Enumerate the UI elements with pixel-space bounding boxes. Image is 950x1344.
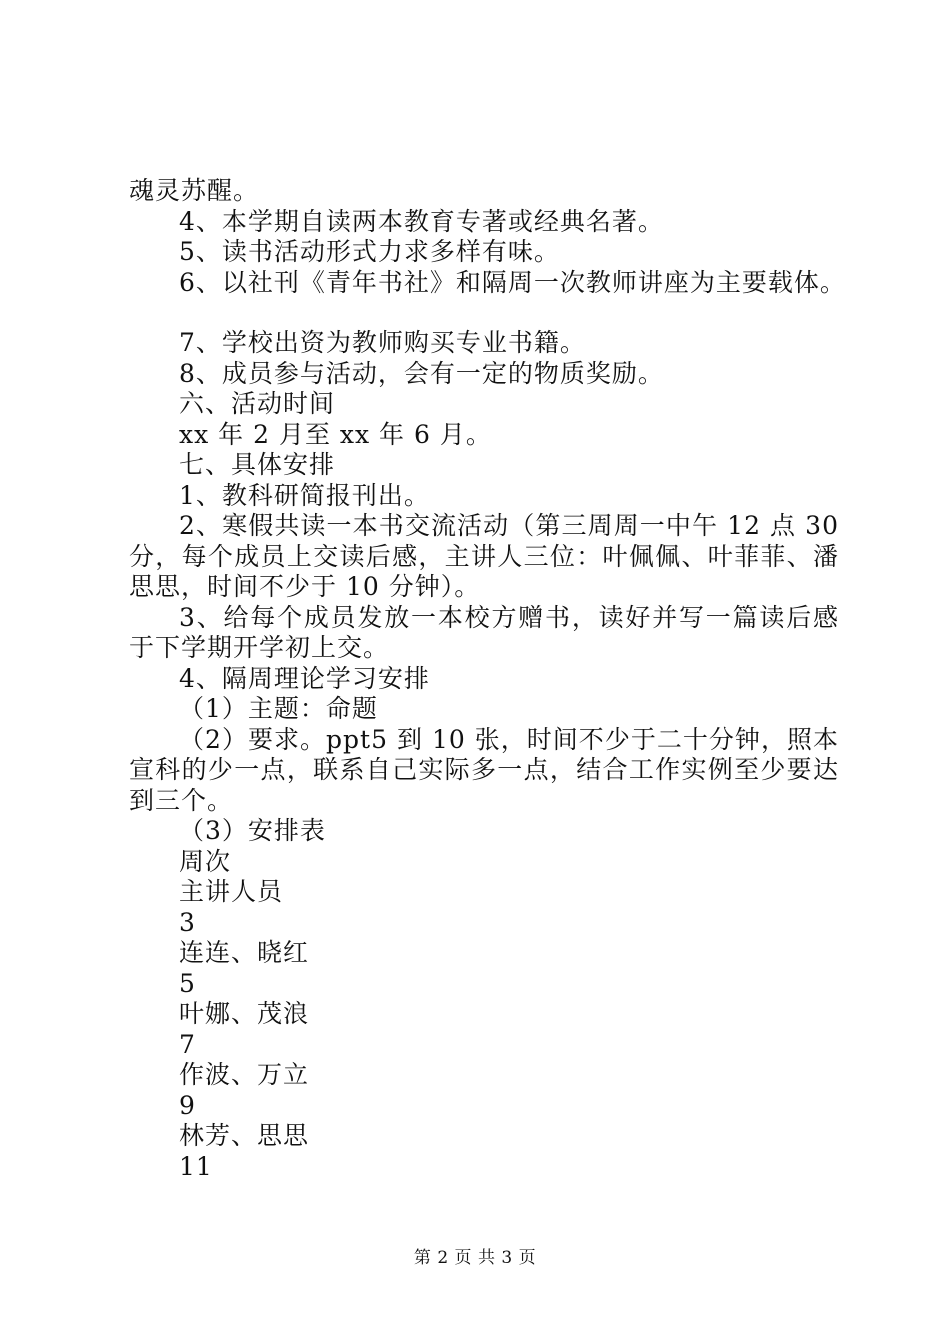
list-item: 4、本学期自读两本教育专著或经典名著。 [179,206,664,236]
table-header-cell: 主讲人员 [179,877,284,906]
list-item: 7、学校出资为教师购买专业书籍。 [179,328,586,357]
schedule-table [129,847,839,1183]
text-line: 魂灵苏醒。 [129,176,260,205]
list-item: 6、以社刊《青年书社》和隔周一次教师讲座为主要载体。 [179,267,846,297]
sub-item: （3）安排表 [179,816,326,845]
list-item: 4、隔周理论学习安排 [179,663,430,693]
list-item: 2、寒假共读一本书交流活动（第三周周一中午 12 点 30 分，每个成员上交读后感，主讲人三位：叶佩佩、叶菲菲、潘思思，时间不少于 10 分钟）。 [129,511,839,601]
list-item: 3、给每个成员发放一本校方赠书，读好并写一篇读后感于下学期开学初上交。 [129,602,839,662]
document-body [129,176,846,1182]
table-cell-speakers: 叶娜、茂浪 [179,999,310,1028]
table-cell-week: 7 [179,1029,196,1059]
list-item: 5、读书活动形式力求多样有味。 [179,237,560,266]
table-header-cell: 周次 [179,846,232,876]
table-cell-week: 5 [179,968,196,998]
text-line: xx 年 2 月至 xx 年 6 月。 [179,419,492,449]
list-item: 8、成员参与活动，会有一定的物质奖励。 [179,358,664,388]
table-cell-speakers: 林芳、思思 [179,1121,310,1150]
page-footer: 第 2 页 共 3 页 [413,1248,537,1268]
table-cell-week: 3 [179,907,196,937]
table-cell-week: 11 [179,1151,213,1181]
table-cell-week: 9 [179,1090,196,1120]
section-heading: 七、具体安排 [179,450,336,479]
table-cell-speakers: 作波、万立 [179,1060,310,1089]
section-heading: 六、活动时间 [179,389,336,418]
list-item: 1、教科研简报刊出。 [179,480,430,510]
sub-item: （2）要求。ppt5 到 10 张，时间不少于二十分钟，照本宣科的少一点，联系自己实际多一点，结合工作实例至少要达到三个。 [129,724,839,815]
sub-item: （1）主题：命题 [179,694,378,723]
table-cell-speakers: 连连、晓红 [179,938,310,967]
